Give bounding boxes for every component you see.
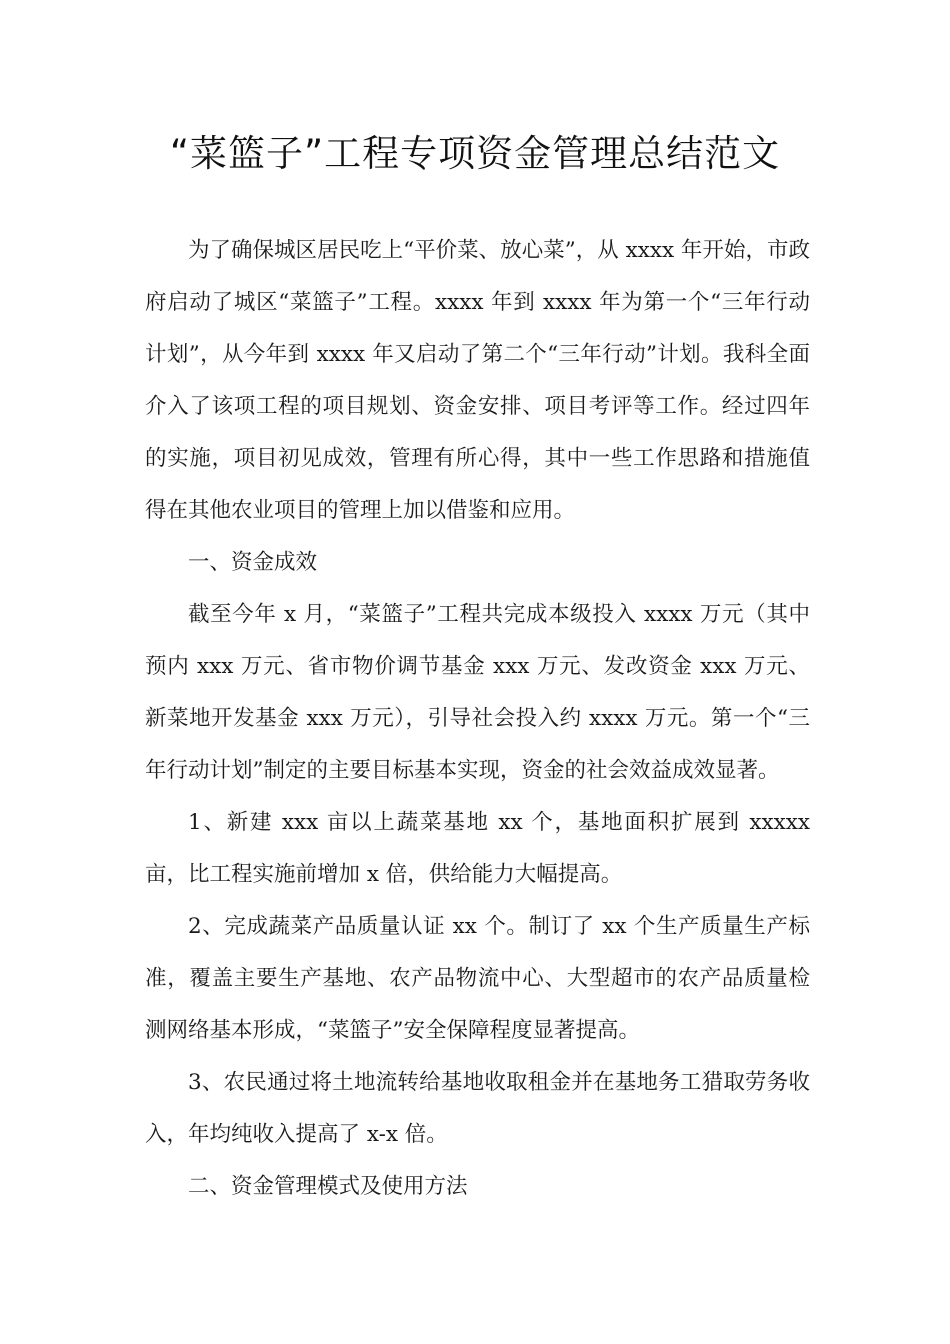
document-body [145,225,810,1213]
intro-paragraph: 为了确保城区居民吃上“平价菜、放心菜”，从 xxxx 年开始，市政府启动了城区“菜篮子”工程。xxxx 年到 xxxx 年为第一个“三年行动计划”，从今年到 xxxx 年又启动了第二个“三年行动”计划。我科全面介入了该项工程的项目规划、资金安排、项目考评等工作。经过四年的实施，项目初见成效，管理有所心得，其中一些工作思路和措施值得在其他农业项目的管理上加以借鉴和应用。 [145,238,810,523]
result-item-3: 3、农民通过将土地流转给基地收取租金并在基地务工猎取劳务收入，年均纯收入提高了 x-x 倍。 [145,1070,810,1147]
section-heading-fund-results: 一、资金成效 [188,550,318,575]
document-title: “菜篮子”工程专项资金管理总结范文 [169,132,781,175]
section-heading-management-model: 二、资金管理模式及使用方法 [188,1174,468,1199]
result-item-2: 2、完成蔬菜产品质量认证 xx 个。制订了 xx 个生产质量生产标准，覆盖主要生产基地、农产品物流中心、大型超市的农产品质量检测网络基本形成，“菜篮子”安全保障程度显著提高。 [145,914,810,1043]
result-item-1: 1、新建 xxx 亩以上蔬菜基地 xx 个，基地面积扩展到 xxxxx 亩，比工程实施前增加 x 倍，供给能力大幅提高。 [145,810,810,887]
fund-results-paragraph: 截至今年 x 月，“菜篮子”工程共完成本级投入 xxxx 万元（其中预内 xxx 万元、省市物价调节基金 xxx 万元、发改资金 xxx 万元、新菜地开发基金 xxx 万元），引导社会投入约 xxxx 万元。第一个“三年行动计划”制定的主要目标基本实现，资金的社会效益成效显著。 [145,602,810,783]
